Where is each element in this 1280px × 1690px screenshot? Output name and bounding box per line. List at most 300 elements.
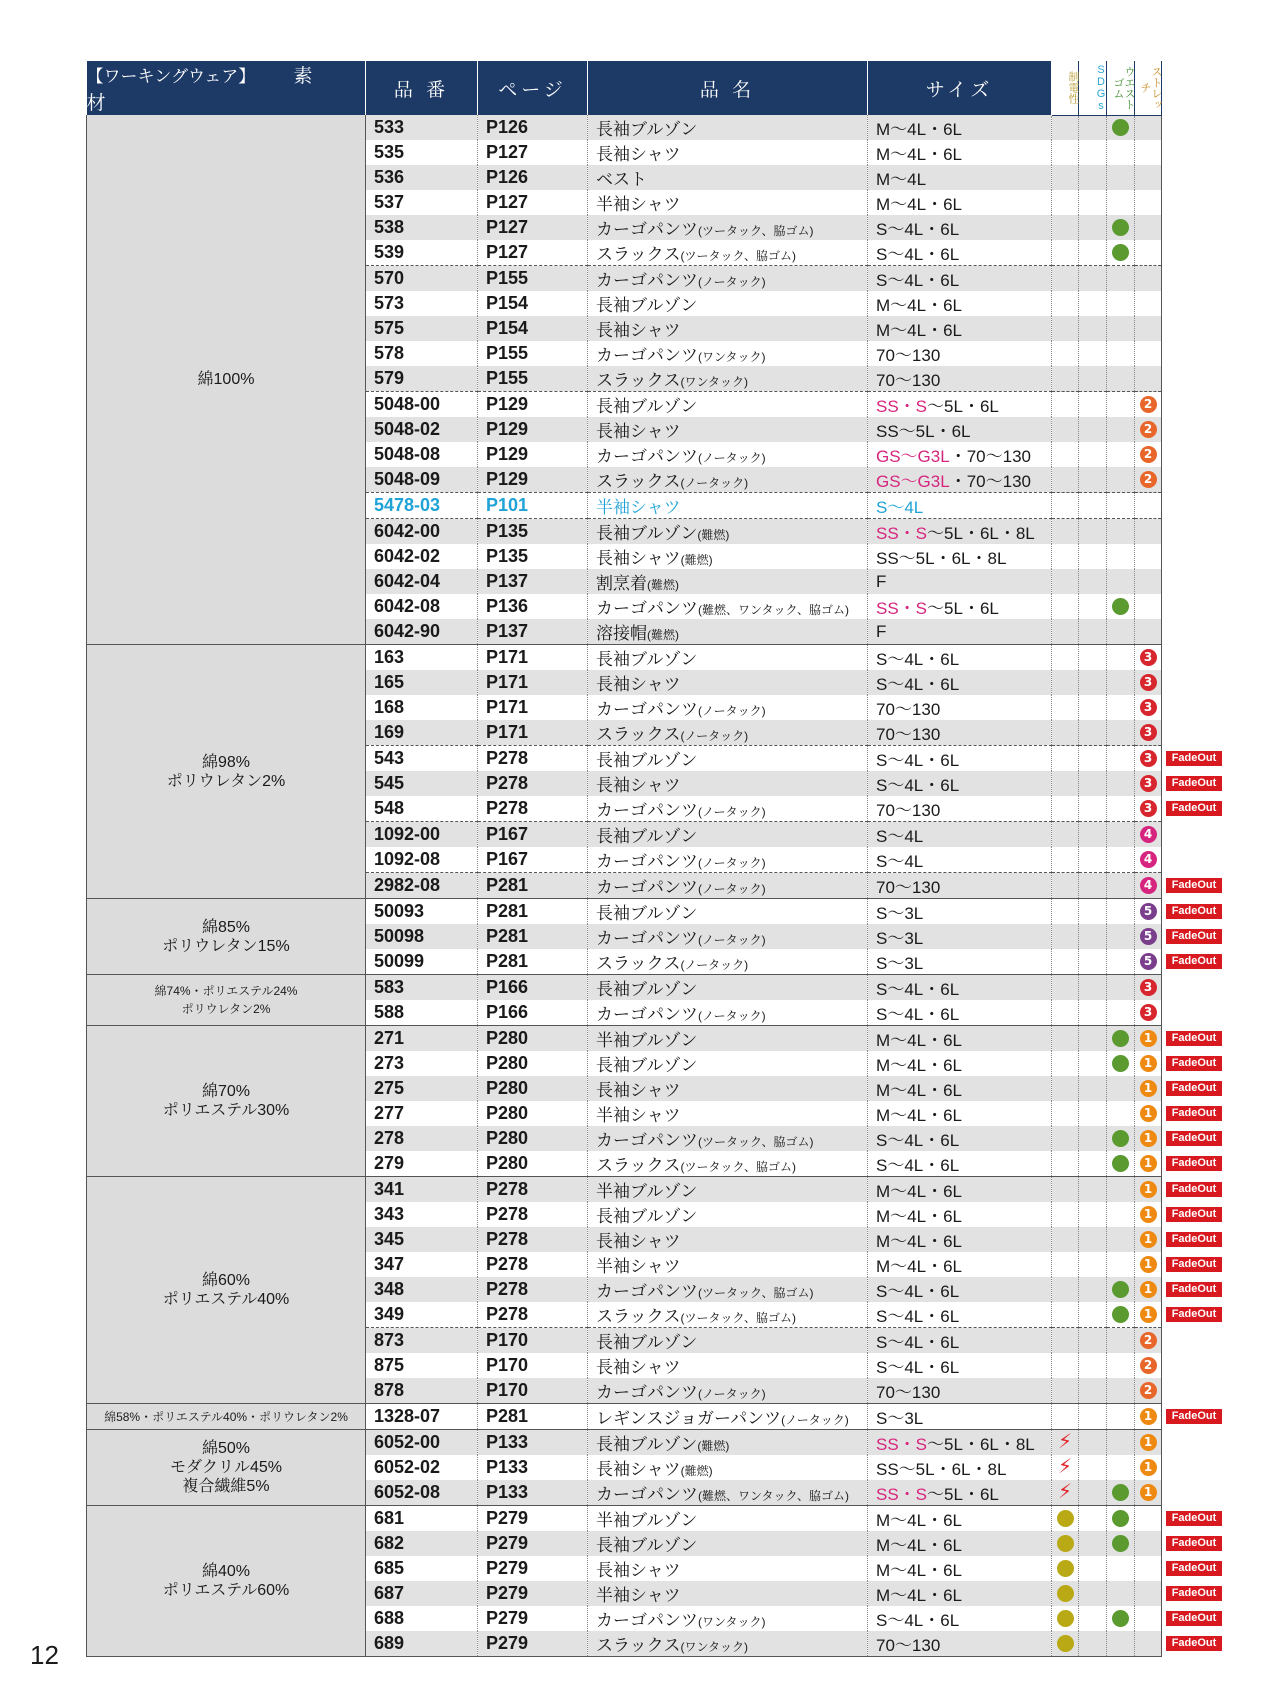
stretch-flag (1135, 1227, 1162, 1252)
stretch-level-icon: 3 (1140, 1004, 1157, 1021)
size-highlight: SS・S (876, 1485, 928, 1504)
material-line: 綿74%・ポリエステル24% (154, 984, 298, 998)
product-name-text: 半袖シャツ (596, 498, 681, 517)
size-text: M〜4L・6L (876, 1106, 962, 1125)
waist-flag (1107, 341, 1135, 366)
page-ref: P281 (478, 899, 588, 925)
waist-dot-icon (1112, 1055, 1129, 1072)
waist-flag (1107, 442, 1135, 467)
waist-flag (1107, 392, 1135, 418)
product-note: (ツータック、脇ゴム) (698, 1286, 814, 1300)
size-text: SS〜5L・6L・8L (876, 1460, 1007, 1479)
product-code: 5048-00 (366, 392, 478, 418)
stretch-flag (1135, 366, 1162, 392)
product-name (588, 746, 868, 772)
waist-flag (1107, 215, 1135, 240)
stretch-flag (1135, 899, 1162, 925)
product-note: (ノータック) (698, 805, 766, 819)
antistatic-flag (1052, 1051, 1079, 1076)
material-line: ポリウレタン2% (166, 772, 286, 790)
product-name (588, 949, 868, 975)
page-ref: P135 (478, 519, 588, 545)
sdgs-flag (1079, 1302, 1107, 1328)
size-text: 70〜130 (876, 371, 941, 390)
stretch-level-icon: 1 (1140, 1281, 1157, 1298)
size-highlight: GS〜G3L (876, 472, 950, 491)
product-name-text: 半袖シャツ (596, 1106, 681, 1125)
product-name (588, 417, 868, 442)
size-range (868, 519, 1052, 545)
fadeout-badge: FadeOut (1166, 801, 1222, 816)
size-range (868, 1051, 1052, 1076)
stretch-flag (1135, 645, 1162, 671)
product-code: 1092-00 (366, 822, 478, 848)
antistatic-flag (1052, 594, 1079, 619)
size-text: S〜4L・6L (876, 271, 960, 290)
waist-flag (1107, 1404, 1135, 1430)
product-name-text: 長袖ブルゾン (596, 296, 698, 315)
antistatic-flag (1052, 619, 1079, 645)
stretch-flag (1135, 771, 1162, 796)
waist-flag (1107, 1101, 1135, 1126)
material-line: 複合繊維5% (182, 1478, 270, 1495)
product-name-text: スラックス (596, 245, 681, 264)
product-name (588, 873, 868, 899)
sdgs-flag (1079, 924, 1107, 949)
product-name (588, 1378, 868, 1404)
antistatic-flag (1052, 822, 1079, 848)
size-range (868, 215, 1052, 240)
product-name (588, 975, 868, 1001)
stretch-flag (1135, 493, 1162, 519)
sdgs-flag (1079, 493, 1107, 519)
fadeout-badge: FadeOut (1166, 776, 1222, 791)
waist-flag (1107, 1581, 1135, 1606)
antistatic-flag (1052, 1227, 1079, 1252)
sdgs-flag (1079, 1277, 1107, 1302)
product-name-text: カーゴパンツ (596, 1282, 698, 1301)
size-text: M〜4L・6L (876, 1511, 962, 1530)
product-code: 278 (366, 1126, 478, 1151)
waist-dot-icon (1112, 1030, 1129, 1047)
product-name-text: ベスト (596, 170, 647, 189)
size-range (868, 1227, 1052, 1252)
size-range (868, 1202, 1052, 1227)
product-name-text: スラックス (596, 371, 681, 390)
product-name-text: カーゴパンツ (596, 599, 698, 618)
stretch-level-icon: 1 (1140, 1231, 1157, 1248)
size-range (868, 1455, 1052, 1480)
antistatic-flag (1052, 899, 1079, 925)
page-ref: P171 (478, 720, 588, 746)
material-cell (87, 1506, 366, 1657)
page-ref: P171 (478, 670, 588, 695)
header-page: ページ (478, 61, 588, 115)
antistatic-flag (1052, 1556, 1079, 1581)
size-text: ・70〜130 (949, 447, 1031, 466)
antistatic-flag (1052, 266, 1079, 292)
stretch-flag (1135, 1480, 1162, 1506)
product-name-text: 長袖シャツ (596, 549, 681, 568)
product-name (588, 1202, 868, 1227)
product-name-text: 長袖シャツ (596, 145, 681, 164)
product-name (588, 899, 868, 925)
waist-flag (1107, 1076, 1135, 1101)
stretch-flag (1135, 1076, 1162, 1101)
size-range (868, 366, 1052, 392)
page-ref: P278 (478, 1177, 588, 1203)
product-name-text: 長袖ブルゾン (596, 1536, 698, 1555)
size-text: S〜3L (876, 954, 924, 973)
waist-flag (1107, 1252, 1135, 1277)
stretch-level-icon: 3 (1140, 750, 1157, 767)
size-text: 70〜130 (876, 700, 941, 719)
sdgs-flag (1079, 1202, 1107, 1227)
antistatic-flag (1052, 1202, 1079, 1227)
material-line: 綿40% (201, 1563, 251, 1580)
product-name-text: 長袖ブルゾン (596, 1207, 698, 1226)
waist-flag (1107, 1531, 1135, 1556)
sdgs-flag (1079, 847, 1107, 873)
header-sdgs: SDGs (1079, 61, 1107, 115)
sdgs-flag (1079, 291, 1107, 316)
page-ref: P135 (478, 544, 588, 569)
stretch-level-icon: 1 (1140, 1484, 1157, 1501)
product-name (588, 1101, 868, 1126)
product-code: 536 (366, 165, 478, 190)
material-line: 綿100% (197, 371, 255, 388)
product-code: 163 (366, 645, 478, 671)
stretch-level-icon: 1 (1140, 1130, 1157, 1147)
lightning-icon: ⚡ (1057, 1456, 1073, 1478)
size-text: SS〜5L・6L・8L (876, 549, 1007, 568)
waist-flag (1107, 949, 1135, 975)
lightning-icon: ⚡ (1057, 1481, 1073, 1503)
page-ref: P278 (478, 1302, 588, 1328)
size-range (868, 1353, 1052, 1378)
product-note: (ツータック、脇ゴム) (698, 224, 814, 238)
stretch-flag (1135, 165, 1162, 190)
size-text: M〜4L・6L (876, 321, 962, 340)
material-line: ポリウレタン2% (181, 1002, 271, 1016)
product-name-text: 長袖シャツ (596, 776, 681, 795)
stretch-level-icon: 3 (1140, 674, 1157, 691)
waist-flag (1107, 746, 1135, 772)
sdgs-flag (1079, 1328, 1107, 1354)
stretch-flag (1135, 519, 1162, 545)
table-row (87, 899, 1162, 925)
product-name-text: 半袖ブルゾン (596, 1182, 698, 1201)
product-note: (難燃、ワンタック、脇ゴム) (698, 603, 850, 617)
material-cell (87, 975, 366, 1026)
header-material: 【ワーキングウェア】 素 材 (87, 61, 366, 115)
size-text: S〜3L (876, 929, 924, 948)
page-ref: P126 (478, 165, 588, 190)
page-ref: P280 (478, 1026, 588, 1052)
product-code: 6052-08 (366, 1480, 478, 1506)
antistatic-flag (1052, 1076, 1079, 1101)
size-text: S〜4L・6L (876, 220, 960, 239)
product-code: 583 (366, 975, 478, 1001)
stretch-flag (1135, 796, 1162, 822)
stretch-level-icon: 3 (1140, 800, 1157, 817)
product-name-text: カーゴパンツ (596, 700, 698, 719)
antistatic-flag (1052, 569, 1079, 594)
page-ref: P136 (478, 594, 588, 619)
size-range (868, 1101, 1052, 1126)
waist-flag (1107, 467, 1135, 493)
page-ref: P281 (478, 1404, 588, 1430)
stretch-flag (1135, 949, 1162, 975)
size-range (868, 1378, 1052, 1404)
antistatic-flag (1052, 366, 1079, 392)
antistatic-flag (1052, 417, 1079, 442)
size-text: M〜4L・6L (876, 145, 962, 164)
waist-dot-icon (1112, 119, 1129, 136)
waist-dot-icon (1112, 244, 1129, 261)
stretch-flag (1135, 1404, 1162, 1430)
product-name-text: 長袖シャツ (596, 675, 681, 694)
size-range (868, 1277, 1052, 1302)
size-range (868, 670, 1052, 695)
product-name (588, 1353, 868, 1378)
waist-flag (1107, 975, 1135, 1001)
product-code: 687 (366, 1581, 478, 1606)
waist-flag (1107, 1277, 1135, 1302)
stretch-flag (1135, 1026, 1162, 1052)
product-code: 548 (366, 796, 478, 822)
sdgs-flag (1079, 1455, 1107, 1480)
product-name (588, 140, 868, 165)
product-name-text: 半袖ブルゾン (596, 1031, 698, 1050)
page-ref: P126 (478, 115, 588, 140)
sdgs-flag (1079, 266, 1107, 292)
product-name (588, 341, 868, 366)
product-name-text: 長袖シャツ (596, 321, 681, 340)
antistatic-flag (1052, 316, 1079, 341)
stretch-flag (1135, 847, 1162, 873)
waist-flag (1107, 519, 1135, 545)
page-ref: P133 (478, 1430, 588, 1456)
product-name-text: 長袖ブルゾン (596, 1435, 698, 1454)
product-code: 271 (366, 1026, 478, 1052)
antistatic-flag (1052, 1126, 1079, 1151)
product-name (588, 165, 868, 190)
product-name (588, 1506, 868, 1532)
size-text: 70〜130 (876, 878, 941, 897)
stretch-flag (1135, 1353, 1162, 1378)
product-name-text: カーゴパンツ (596, 1485, 698, 1504)
page-ref: P129 (478, 392, 588, 418)
page-ref: P170 (478, 1378, 588, 1404)
stretch-flag (1135, 746, 1162, 772)
waist-flag (1107, 1556, 1135, 1581)
size-range (868, 975, 1052, 1001)
product-name (588, 1404, 868, 1430)
waist-flag (1107, 1126, 1135, 1151)
stretch-flag (1135, 291, 1162, 316)
product-code: 543 (366, 746, 478, 772)
size-range (868, 291, 1052, 316)
stretch-level-icon: 1 (1140, 1181, 1157, 1198)
page-ref: P280 (478, 1151, 588, 1177)
fadeout-badge: FadeOut (1166, 751, 1222, 766)
material-cell (87, 645, 366, 899)
antistatic-dot-icon (1057, 1610, 1074, 1627)
product-name-text: カーゴパンツ (596, 1611, 698, 1630)
product-code: 6042-00 (366, 519, 478, 545)
product-name (588, 822, 868, 848)
page-ref: P155 (478, 366, 588, 392)
sdgs-flag (1079, 975, 1107, 1001)
size-text: S〜4L・6L (876, 1156, 960, 1175)
product-code: 5048-02 (366, 417, 478, 442)
antistatic-flag (1052, 1328, 1079, 1354)
product-name (588, 1556, 868, 1581)
material-cell (87, 115, 366, 645)
size-range (868, 1631, 1052, 1657)
size-range (868, 1531, 1052, 1556)
product-note: (ノータック) (698, 856, 766, 870)
waist-flag (1107, 695, 1135, 720)
waist-flag (1107, 720, 1135, 746)
sdgs-flag (1079, 949, 1107, 975)
stretch-level-icon: 1 (1140, 1155, 1157, 1172)
product-name-text: カーゴパンツ (596, 1383, 698, 1402)
sdgs-flag (1079, 1000, 1107, 1026)
product-name (588, 594, 868, 619)
product-name (588, 1051, 868, 1076)
product-code: 5048-08 (366, 442, 478, 467)
sdgs-flag (1079, 695, 1107, 720)
antistatic-flag (1052, 467, 1079, 493)
stretch-flag (1135, 240, 1162, 266)
antistatic-flag (1052, 924, 1079, 949)
size-range (868, 392, 1052, 418)
size-text: 70〜130 (876, 346, 941, 365)
page-ref: P278 (478, 1202, 588, 1227)
waist-flag (1107, 1430, 1135, 1456)
page-ref: P280 (478, 1076, 588, 1101)
waist-flag (1107, 1302, 1135, 1328)
antistatic-flag (1052, 544, 1079, 569)
stretch-level-icon: 1 (1140, 1206, 1157, 1223)
size-highlight: SS・S (876, 397, 928, 416)
antistatic-flag (1052, 190, 1079, 215)
sdgs-flag (1079, 140, 1107, 165)
size-text: S〜3L (876, 1409, 924, 1428)
antistatic-flag (1052, 1631, 1079, 1657)
stretch-level-icon: 2 (1140, 421, 1157, 438)
antistatic-flag (1052, 291, 1079, 316)
stretch-flag (1135, 1051, 1162, 1076)
product-name-text: 長袖ブルゾン (596, 397, 698, 416)
sdgs-flag (1079, 316, 1107, 341)
header-name: 品 名 (588, 61, 868, 115)
product-name (588, 847, 868, 873)
antistatic-flag (1052, 746, 1079, 772)
product-name (588, 695, 868, 720)
waist-flag (1107, 417, 1135, 442)
page-ref: P281 (478, 949, 588, 975)
size-text: S〜4L・6L (876, 1333, 960, 1352)
stretch-level-icon: 1 (1140, 1408, 1157, 1425)
sdgs-flag (1079, 392, 1107, 418)
waist-flag (1107, 1480, 1135, 1506)
page-ref: P278 (478, 796, 588, 822)
stretch-flag (1135, 1556, 1162, 1581)
sdgs-flag (1079, 1581, 1107, 1606)
size-text: M〜4L・6L (876, 296, 962, 315)
size-text: S〜4L・6L (876, 1307, 960, 1326)
product-code: 6042-02 (366, 544, 478, 569)
stretch-level-icon: 3 (1140, 724, 1157, 741)
product-name (588, 720, 868, 746)
product-name-text: スラックス (596, 954, 681, 973)
size-text: S〜4L・6L (876, 675, 960, 694)
page-ref: P171 (478, 695, 588, 720)
size-text: 70〜130 (876, 725, 941, 744)
size-text: M〜4L・6L (876, 1257, 962, 1276)
table-row (87, 645, 1162, 671)
product-name-text: 長袖ブルゾン (596, 650, 698, 669)
sdgs-flag (1079, 569, 1107, 594)
stretch-flag (1135, 1430, 1162, 1456)
waist-flag (1107, 1177, 1135, 1203)
product-name-text: 長袖ブルゾン (596, 120, 698, 139)
antistatic-dot-icon (1057, 1535, 1074, 1552)
size-range (868, 847, 1052, 873)
fadeout-badge: FadeOut (1166, 1561, 1222, 1576)
product-name (588, 1277, 868, 1302)
sdgs-flag (1079, 822, 1107, 848)
product-name-text: 溶接帽 (596, 624, 647, 643)
stretch-flag (1135, 1101, 1162, 1126)
product-name-text: 長袖シャツ (596, 1561, 681, 1580)
product-note: (ノータック) (698, 704, 766, 718)
size-text: S〜4L・6L (876, 751, 960, 770)
product-name (588, 1328, 868, 1354)
page-ref: P278 (478, 1277, 588, 1302)
fadeout-badge: FadeOut (1166, 1156, 1222, 1171)
sdgs-flag (1079, 1404, 1107, 1430)
product-code: 50099 (366, 949, 478, 975)
waist-dot-icon (1112, 1281, 1129, 1298)
size-range (868, 1328, 1052, 1354)
waist-dot-icon (1112, 598, 1129, 615)
header-code: 品 番 (366, 61, 478, 115)
product-name (588, 1302, 868, 1328)
stretch-flag (1135, 822, 1162, 848)
stretch-flag (1135, 1506, 1162, 1532)
page-ref: P279 (478, 1506, 588, 1532)
product-name (588, 1126, 868, 1151)
size-text: M〜4L・6L (876, 1031, 962, 1050)
stretch-level-icon: 2 (1140, 1332, 1157, 1349)
stretch-flag (1135, 1177, 1162, 1203)
product-note: (ワンタック) (680, 375, 749, 389)
page-ref: P166 (478, 975, 588, 1001)
size-range (868, 341, 1052, 366)
product-code: 347 (366, 1252, 478, 1277)
product-name-text: 長袖シャツ (596, 1232, 681, 1251)
fadeout-badge: FadeOut (1166, 1611, 1222, 1626)
sdgs-flag (1079, 1151, 1107, 1177)
sdgs-flag (1079, 720, 1107, 746)
product-code: 573 (366, 291, 478, 316)
product-code: 6042-08 (366, 594, 478, 619)
product-code: 165 (366, 670, 478, 695)
